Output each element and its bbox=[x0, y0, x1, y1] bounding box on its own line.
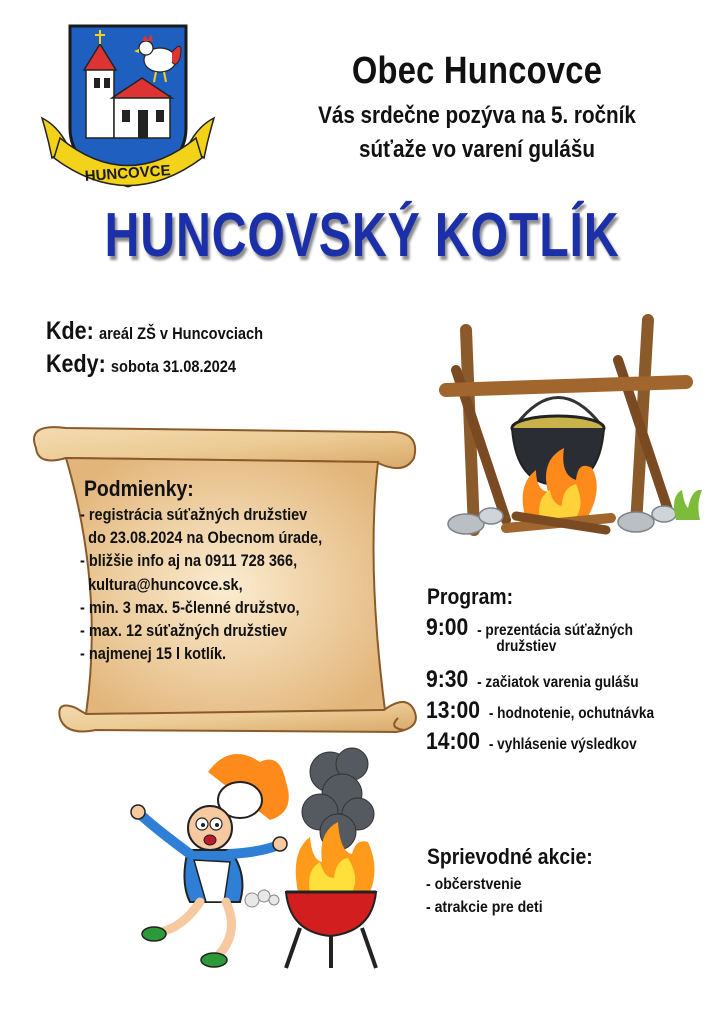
village-title: Obec Huncovce bbox=[351, 50, 603, 92]
condition-item: - bližšie info aj na 0911 728 366, bbox=[80, 552, 298, 571]
program-item bbox=[426, 728, 690, 759]
coat-of-arms-logo bbox=[38, 18, 218, 198]
crest-banner-text: HUNCOVCE bbox=[84, 162, 172, 185]
side-event-item: - občerstvenie bbox=[426, 876, 522, 893]
when-line bbox=[46, 350, 236, 379]
program-item bbox=[426, 614, 690, 641]
event-title: HUNCOVSKÝ KOTLÍK bbox=[104, 201, 620, 270]
side-events-title: Sprievodné akcie: bbox=[427, 844, 593, 869]
side-events-list bbox=[426, 873, 543, 919]
where-value: areál ZŠ v Huncovciach bbox=[98, 324, 264, 343]
program-desc: - prezentácia súťažných bbox=[477, 622, 633, 639]
where-line bbox=[46, 317, 263, 346]
program-item bbox=[426, 697, 690, 728]
program-title: Program: bbox=[427, 584, 514, 609]
invitation-line-2: súťaže vo varení gulášu bbox=[359, 136, 595, 163]
side-event-item: - atrakcie pre deti bbox=[426, 899, 543, 916]
invitation-line-1: Vás srdečne pozýva na 5. ročník bbox=[318, 102, 636, 129]
program-time: 13:00 bbox=[426, 697, 481, 724]
when-value: sobota 31.08.2024 bbox=[110, 357, 237, 376]
campfire-cauldron-image bbox=[436, 310, 706, 550]
condition-item: - registrácia súťažných družstiev bbox=[80, 506, 308, 524]
program-time: 9:30 bbox=[426, 666, 469, 693]
where-label: Kde: bbox=[46, 317, 94, 345]
condition-item: - najmenej 15 l kotlík. bbox=[80, 645, 227, 664]
program-desc: - hodnotenie, ochutnávka bbox=[488, 705, 655, 722]
when-label: Kedy: bbox=[46, 350, 106, 378]
program-desc: - začiatok varenia gulášu bbox=[477, 674, 639, 691]
condition-item: - min. 3 max. 5-členné družstvo, bbox=[80, 598, 300, 617]
condition-item: do 23.08.2024 na Obecnom úrade, bbox=[80, 529, 323, 548]
chef-cartoon-grill-image bbox=[90, 742, 410, 972]
program-item bbox=[426, 666, 690, 697]
program-desc-continued: družstiev bbox=[496, 638, 557, 655]
condition-item: - max. 12 súťažných družstiev bbox=[80, 622, 288, 641]
condition-item: kultura@huncovce.sk, bbox=[80, 575, 243, 594]
program-time: 14:00 bbox=[426, 728, 481, 755]
program-time: 9:00 bbox=[426, 614, 469, 641]
program-list bbox=[426, 614, 690, 759]
conditions-list bbox=[80, 504, 322, 666]
program-desc: - vyhlásenie výsledkov bbox=[488, 736, 637, 753]
conditions-title: Podmienky: bbox=[84, 476, 194, 501]
